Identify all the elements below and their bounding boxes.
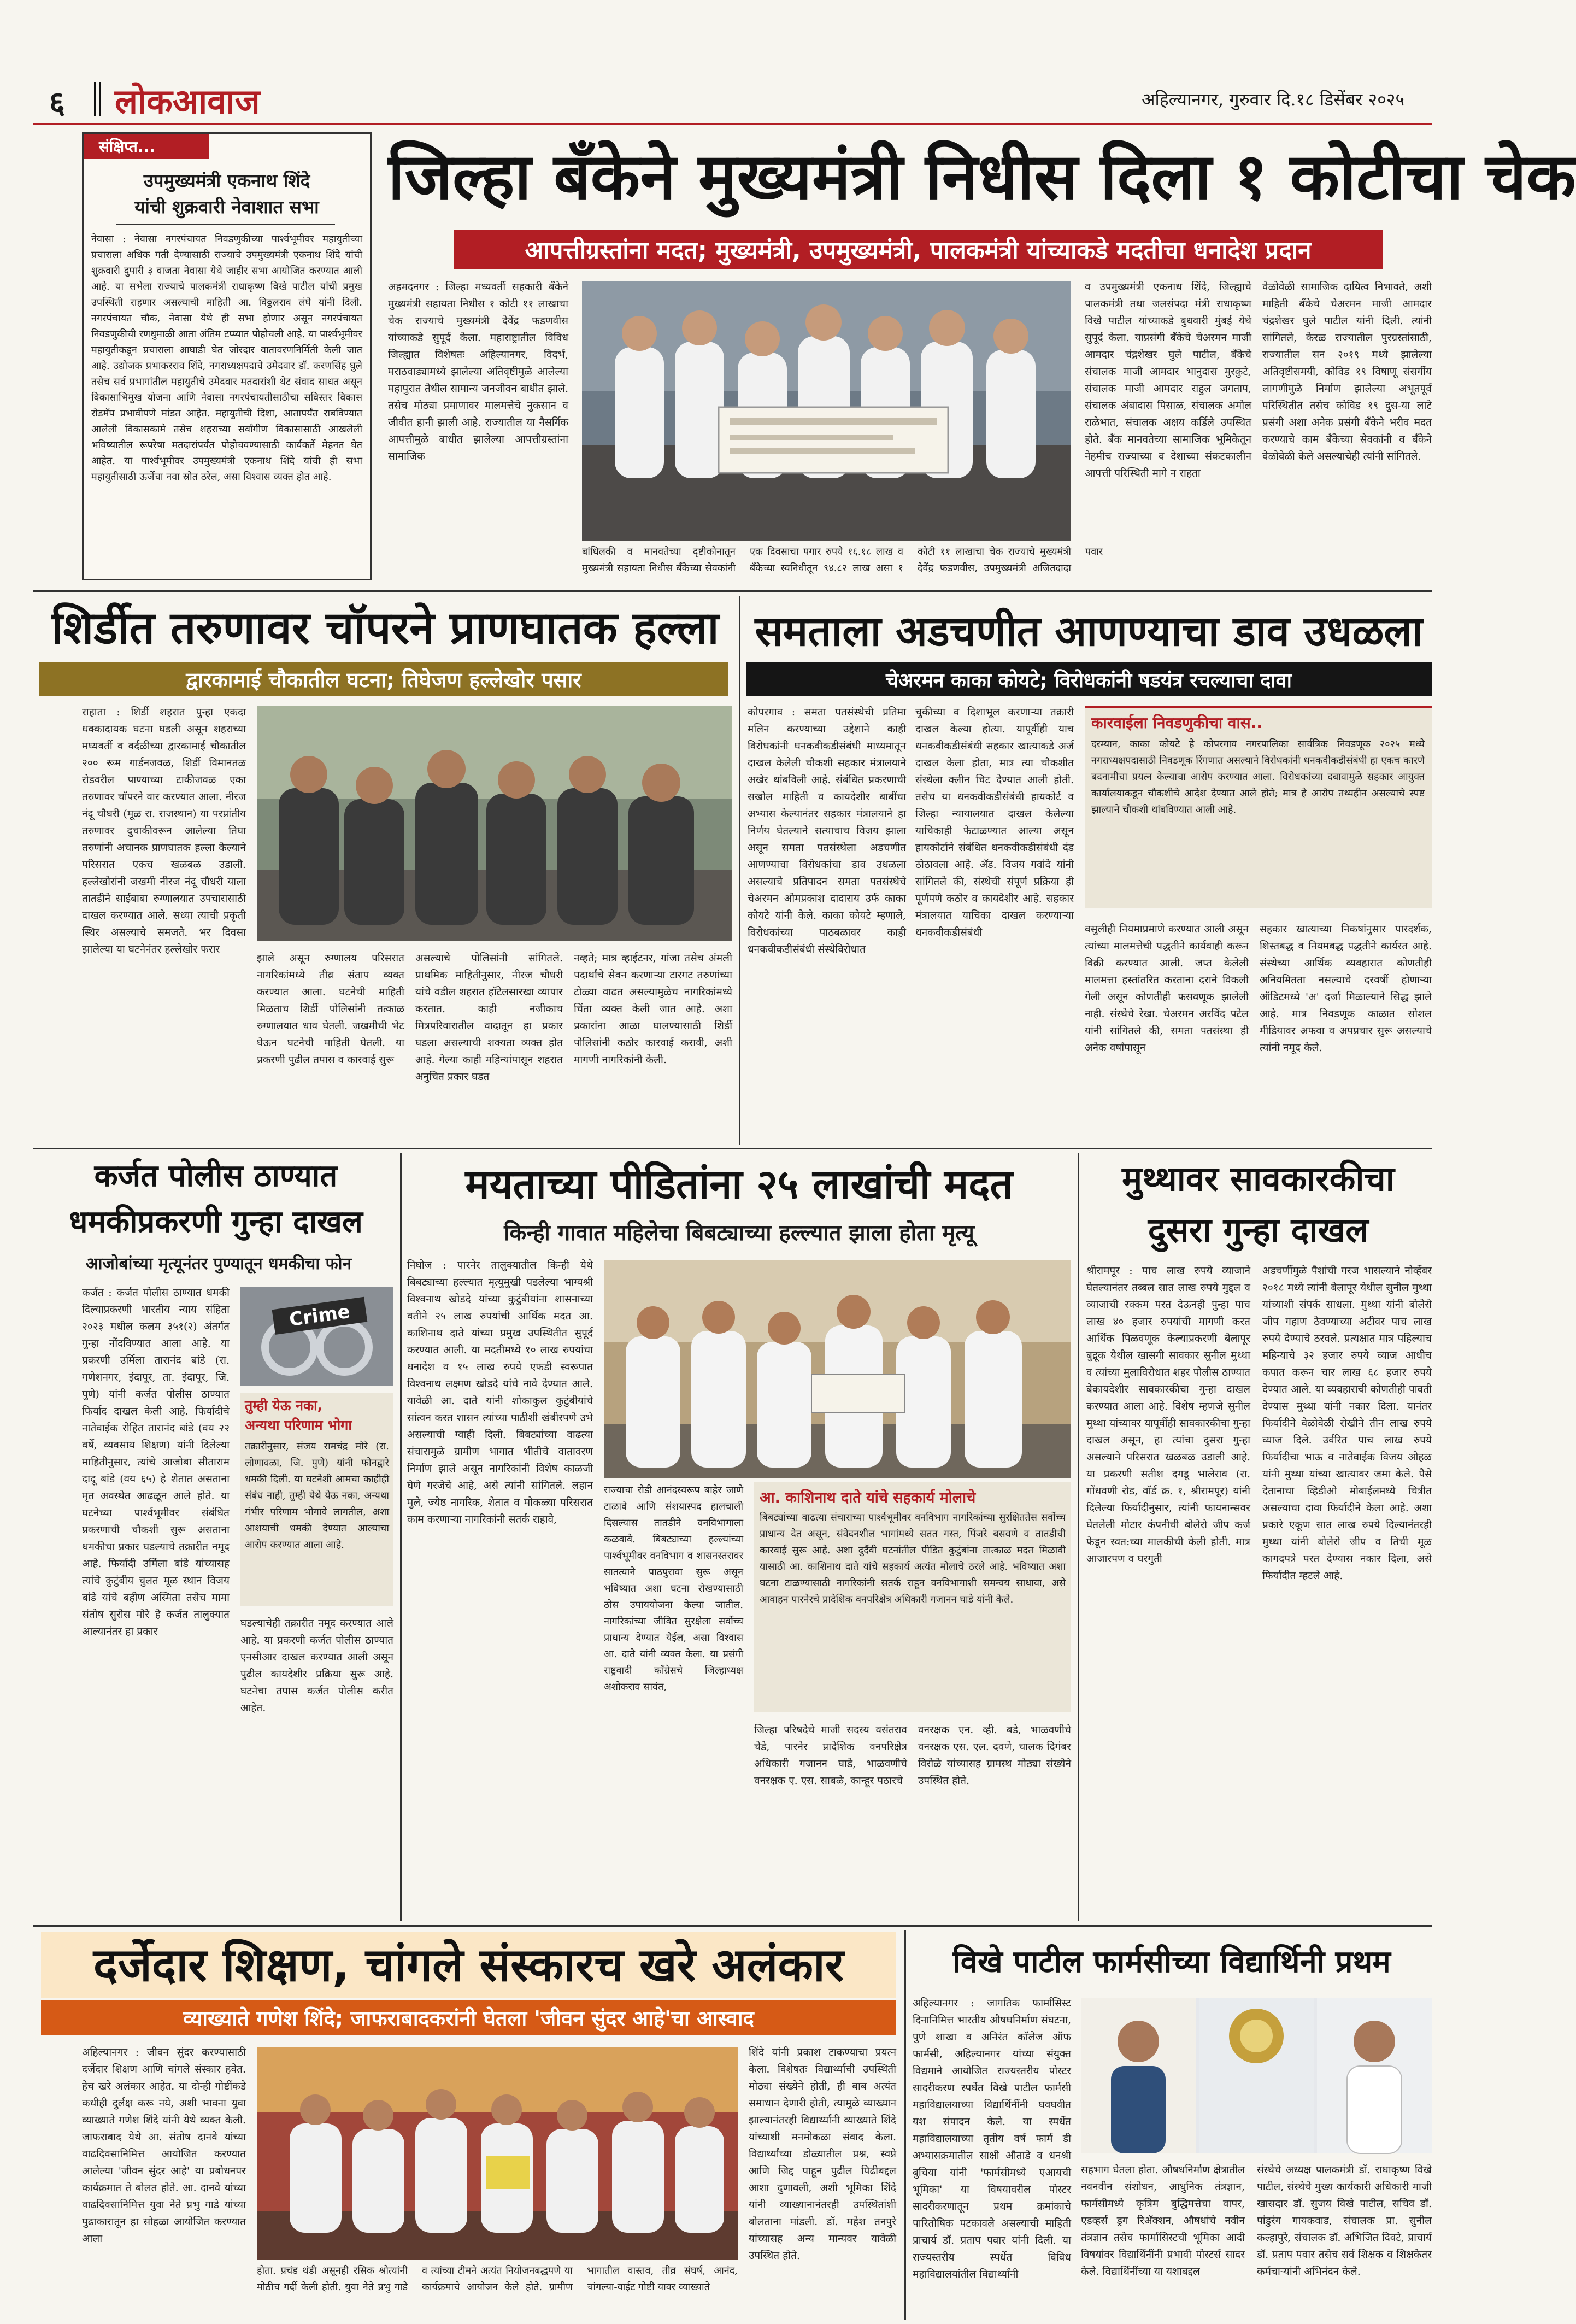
muthha-col-2: अडचणींमुळे पैशांची गरज भासल्याने नोव्हेंबर २०१८ मध्ये त्यांनी बेलापूर येथील सुनील मुथ्था यांच्याशी संपर्क साधला. मुथ्था यांनी बोलेरो जीप गहाण ठेवण्याच्या अटीवर पाच लाख रुपये देण्याचे ठरवले. प्रत्यक्षात मात्र पहिल्याच महिन्याचे ३२ हजार रुपये व्याज आधीच कपात करून चार लाख ६८ हजार रुपये देण्यात आले. या व्यवहाराची कोणतीही पावती देण्यास मुथ्था यांनी नकार दिला. यानंतर फिर्यादीने वेळोवेळी रोखीने तीन लाख रुपये व्याज दिले. उर्वरित पाच लाख रुपये फिर्यादीचा भाऊ व नातेवाईक विजय ओहळ यांनी मुथ्था यांच्या खात्यावर जमा केले. पैसे देतानाचा व्हिडीओ मोबाईलमध्ये चित्रीत असल्याचा दावा फिर्यादीने केला आहे. अशा प्रकारे एकूण सात लाख रुपये दिल्यानंतरही मुथ्था यांनी बोलेरो जीप व तिची मूळ कागदपत्रे परत देण्यास नकार दिला, असे फिर्यादीत म्हटले आहे. (1262, 1265, 1432, 1582)
lead-col-4: वेळोवेळी सामाजिक दायित्व निभावते, अशी माहिती बँकेचे चेअरमन माजी आमदार चंद्रशेखर घुले पाटील यांनी दिली. त्यांनी सांगितले, केरळ राज्यातील पुरग्रस्तांसाठी, राज्यातील सन २०१९ मध्ये झालेल्या अतिवृष्टीसमयी, कोविड १९ विषाणू संसर्गीय लागणीमुळे निर्माण झालेल्या अभूतपूर्व परिस्थितीत तसेच कोविड १९ दुस-या लाटे प्रसंगी अशा अनेक प्रसंगी बँकेने भरीव मदत करण्याचे काम बँकेच्या सेवकांनी व बँकेने वेळोवेळी केले असल्याचेही त्यांनी सांगितले. (1262, 281, 1432, 462)
mayat-photo-caption-1: राज्याचा रोडी आनंदस्वरूप बाहेर जाणे टाळावे आणि संशयास्पद हालचाली दिसल्यास तातडीने वनविभागाला कळवावे. बिबट्याच्या हल्ल्यांच्या पार्श्वभूमीवर वनविभाग व शासनस्तरावर सातत्याने पाठपुरावा सुरू असून भविष्यात अशा घटना रोखण्यासाठी ठोस उपाययोजना केल्या जातील. नागरिकांच्या जीवित सुरक्षेला सर्वोच्च प्राधान्य देण्यात येईल, असा विश्वास आ. दाते यांनी व्यक्त केला. या प्रसंगी राष्ट्रवादी काँग्रेसचे जिल्हाध्यक्ष अशोकराव सावंत, (604, 1484, 743, 1693)
crowd-photo (257, 706, 732, 941)
samata-headline: समताला अडचणीत आणण्याचा डाव उधळला (755, 607, 1423, 655)
lead-photo (582, 281, 1071, 541)
samata-col-1: कोपरगाव : समता पतसंस्थेची प्रतिमा मलिन करण्याच्या उद्देशाने काही विरोधकांनी धनकवीकडीसंबंधी माध्यमातून दाखल केलेली चौकशी सहकार मंत्रालयाने अखेर थांबविली आहे. संबंधित प्रकरणाची सखोल माहिती व कायदेशीर बाबींचा अभ्यास केल्यानंतर सहकार मंत्रालयाने हा निर्णय घेतल्याने सत्याचाच विजय झाला असून समता पतसंस्थेला अडचणीत आणण्याचा विरोधकांचा डाव उधळला असल्याचे प्रतिपादन समता पतसंस्थेचे चेअरमन ओमप्रकाश दादाराय उर्फ काका कोयटे यांनी केले. काका कोयटे म्हणाले, विरोधकांच्या पाठबळावर काही धनकवीकडीसंबंधी संस्थेविरोधात (748, 706, 906, 955)
shirdi-headline: शिर्डीत तरुणावर चॉपरने प्राणघातक हल्ला (51, 602, 719, 654)
mayat-col-1: निघोज : पारनेर तालुक्यातील किन्ही येथे बिबट्याच्या हल्ल्यात मृत्युमुखी पडलेल्या भाग्यश्री विश्वनाथ खोडदे यांच्या कुटुंबीयांना शासनाच्या वतीने २५ लाख रुपयांची आर्थिक मदत आ. काशिनाथ दाते यांच्या प्रमुख उपस्थितीत सुपूर्द करण्यात आली. या मदतीमध्ये १० लाख रुपयांचा धनादेश व १५ लाख रुपये एफडी स्वरूपात विश्वनाथ लक्ष्मण खोडदे यांचे नावे देण्यात आले. यावेळी आ. दाते यांनी शोकाकुल कुटुंबीयांचे सांत्वन करत शासन त्यांच्या पाठीशी खंबीरपणे उभे असल्याची ग्वाही दिली. बिबट्यांच्या वाढत्या संचारामुळे ग्रामीण भागात भीतीचे वातावरण निर्माण झाले असून नागरिकांनी विशेष काळजी घेणे गरजेचे आहे, असे त्यांनी सांगितले. लहान मुले, ज्येष्ठ नागरिक, शेतात व मोकळ्या परिसरात काम करणाऱ्या नागरिकांनी सतर्क राहावे, (407, 1259, 593, 1525)
darjedar-col-1: अहिल्यानगर : जीवन सुंदर करण्यासाठी दर्जेदार शिक्षण आणि चांगले संस्कार हवेत. हेच खरे अलंकार आहेत. या दोन्ही गोष्टींकडे कधीही दुर्लक्ष करू नये, अशी भावना युवा व्याख्याते गणेश शिंदे यांनी येथे व्यक्त केली. जाफराबाद येथे आ. संतोष दानवे यांच्या वाढदिवसानिमित्त आयोजित करण्यात आलेल्या 'जीवन सुंदर आहे' या प्रबोधनपर कार्यक्रमात ते बोलत होते. आ. दानवे यांच्या वाढदिवसानिमित्त युवा नेते प्रभु गाडे यांच्या पुढाकारातून हा सोहळा आयोजित करण्यात आला (82, 2046, 246, 2245)
samata-col-4: सहकार खात्याच्या निकषांनुसार पारदर्शक, शिस्तबद्ध व नियमबद्ध पद्धतीने कार्यरत आहे. संस्थेच्या आर्थिक व्यवहारात कोणतीही अनियमितता नसल्याचे दरवर्षी होणाऱ्या ऑडिटमध्ये 'अ' दर्जा मिळाल्याने सिद्ध झाले आहे. मात्र निवडणूक काळात सोशल मीडियावर अफवा व अपप्रचार सुरू असल्याचे त्यांनी नमूद केले. (1260, 923, 1432, 1054)
rule-v-bottom (904, 1930, 906, 2320)
darjedar-block (41, 1932, 896, 1998)
rule-v-karjat (400, 1153, 402, 1921)
vikhe-col-3: संस्थेचे अध्यक्ष पालकमंत्री डॉ. राधाकृष्ण विखे पाटील, संस्थेचे मुख्य कार्यकारी अधिकारी माजी खासदार डॉ. सुजय विखे पाटील, सचिव डॉ. पांडुरंग गायकवाड, संचालक प्रा. सुनील कल्हापुरे, संचालक डॉ. अभिजित दिवटे, प्राचार्य डॉ. प्रताप पवार तसेच सर्व शिक्षक व शिक्षकेतर कर्मचाऱ्यांनी अभिनंदन केले. (1257, 2164, 1432, 2278)
muthha-headline-2: दुसरा गुन्हा दाखल (1148, 1210, 1369, 1250)
rule-2 (33, 1148, 1432, 1149)
rule-v-mayat (1078, 1153, 1079, 1921)
mayat-subhead: किन्ही गावात महिलेचा बिबट्याच्या हल्ल्यात झाला होता मृत्यू (504, 1220, 974, 1246)
samata-col-2: चुकीच्या व दिशाभूल करणाऱ्या तक्रारी दाखल केल्या होत्या. यापूर्वीही याच धनकवीकडीसंबंधी सहकार खात्याकडे अर्ज दाखल केला होता, मात्र त्या चौकशीत संस्थेला क्लीन चिट देण्यात आली होती. तसेच या धनकवीकडीसंबंधी हायकोर्ट व जिल्हा न्यायालयात दाखल केलेल्या याचिकाही फेटाळण्यात आल्या असून हायकोर्टाने संबंधित धनकवीकडीसंबंधी दंड ठोठावला आहे. अ‍ॅड. विजय गवांदे यांनी सांगितले की, संस्थेची संपूर्ण प्रक्रिया ही पूर्णपणे कठोर व कायदेशीर आहे. सहकार मंत्रालयात याचिका दाखल करण्याऱ्या धनकवीकडीसंबंधी (915, 706, 1074, 938)
karjat-subhead: आजोबांच्या मृत्यूनंतर पुण्यातून धमकीचा फोन (85, 1254, 352, 1273)
sankshipt-title-2: यांची शुक्रवारी नेवाशात सभा (134, 196, 319, 218)
darjedar-headline: दर्जेदार शिक्षण, चांगले संस्कारच खरे अलंकार (93, 1938, 844, 1992)
mayat-headline: मयताच्या पीडितांना २५ लाखांची मदत (465, 1161, 1013, 1208)
karjat-headline-2: धमकीप्रकरणी गुन्हा दाखल (69, 1204, 363, 1240)
lecture-event-photo (257, 2047, 738, 2260)
karjat-col-2: घडल्याचेही तक्रारीत नमूद करण्यात आले आहे. या प्रकरणी कर्जत पोलीस ठाण्यात एनसीआर दाखल करण्यात आली असून पुढील कायदेशीर प्रक्रिया सुरू आहे. घटनेचा तपास कर्जत पोलीस करीत आहेत. (240, 1617, 393, 1714)
vikhe-headline: विखे पाटील फार्मसीच्या विद्यार्थिनी प्रथम (952, 1944, 1391, 1980)
masthead (33, 82, 1432, 120)
page-number: ६ (49, 85, 66, 121)
handcuff-photo (240, 1287, 393, 1386)
shirdi-subhead: द्वारकामाई चौकातील घटना; तिघेजण हल्लेखोर पसार (39, 662, 728, 696)
aid-handover-photo (604, 1260, 1071, 1478)
vikhe-col-2: सहभाग घेतला होता. औषधनिर्माण क्षेत्रातील नवनवीन संशोधन, आधुनिक तंत्रज्ञान, फार्मसीमध्ये कृत्रिम बुद्धिमत्तेचा वापर, एडव्हर्स ड्रग रिअ‍ॅक्शन, औषधांचे नवीन तंत्रज्ञान तसेच फार्मासिस्टची भूमिका आदी विषयांवर विद्यार्थिनींनी प्रभावी पोस्टर्स सादर केले. विद्यार्थिनींच्या या यशाबद्दल (1081, 2164, 1245, 2278)
samata-box (1085, 706, 1432, 908)
lead-subhead: आपत्तीग्रस्तांना मदत; मुख्यमंत्री, उपमुख्यमंत्री, पालकमंत्री यांच्याकडे मदतीचा धनादेश प्रदान (454, 230, 1383, 269)
sankshipt-body: नेवासा : नेवासा नगरपंचायत निवडणुकीच्या पार्श्वभूमीवर महायुतीच्या प्रचाराला अधिक गती देण्यासाठी राज्याचे उपमुख्यमंत्री एकनाथ शिंदे यांची शुक्रवारी दुपारी ३ वाजता नेवासा येथे जाहीर सभा आयोजित करण्यात आली आहे. या सभेला राज्याचे पालकमंत्री राधाकृष्ण विखे पाटील यांची प्रमुख उपस्थिती राहणार असल्याची माहिती आ. विठ्ठलराव लंघे यांनी दिली. नगरपंचायत चौक, नेवासा येथे ही सभा होणार असून नगरपंचायत निवडणुकीची रणधुमाळी आता अंतिम टप्प्यात पोहोचली आहे. या पार्श्वभूमीवर महायुतीकडून प्रचाराला आघाडी घेत जोरदार वातावरणनिर्मिती केली जात आहे. उद्योजक प्रभाकरराव शिंदे, नगराध्यक्षपदाचे उमेदवार डॉ. करणसिंह घुले तसेच सर्व प्रभागांतील महायुतीचे उमेदवार मतदारांशी थेट संवाद साधत असून विकासाभिमुख योजना आणि नेवासा नगरपंचायतीसाठीचा सविस्तर विकास रोडमॅप प्रभावीपणे मांडत आहेत. महायुतीची दिशा, आतापर्यंत राबविण्यात आलेली विकासकामे तसेच शहराच्या सर्वांगीण विकासासाठी आखलेली भविष्यातील रूपरेषा मतदारांपर्यंत पोहोचवण्यासाठी कार्यकर्ते मेहनत घेत आहेत. या पार्श्वभूमीवर उपमुख्यमंत्री एकनाथ शिंदे यांची ही सभा महायुतीसाठी ऊर्जेचा नवा स्रोत ठरेल, असा विश्वास व्यक्त होत आहे. (91, 233, 362, 483)
muthha-headline-1: मुथ्थावर सावकारकीचा (1122, 1159, 1395, 1199)
dateline: अहिल्यानगर, गुरुवार दि.१८ डिसेंबर २०२५ (1142, 89, 1404, 110)
masthead-divider (94, 82, 101, 116)
sankshipt-label: संक्षिप्त... (84, 134, 209, 159)
shirdi-col-2: झाले असून रुग्णालय परिसरात नागरिकांमध्ये तीव्र संताप व्यक्त करण्यात आला. घटनेची माहिती मिळताच शिर्डी पोलिसांनी तत्काळ रुग्णालयात धाव घेतली. जखमीची भेट घेऊन घटनेची माहिती घेतली. या प्रकरणी पुढील तपास व कारवाई सुरू (257, 952, 404, 1066)
karjat-headline-1: कर्जत पोलीस ठाण्यात (94, 1158, 338, 1194)
rule-1 (33, 590, 1432, 592)
mayat-col-4: वनरक्षक एन. व्ही. बडे, भाळवणीचे वनरक्षक एस. एल. दवणे, चालक दिगंबर विरोळे यांच्यासह ग्रामस्थ मोठ्या संख्येने उपस्थित होते. (918, 1724, 1071, 1787)
sankshipt-box (82, 132, 372, 580)
lead-photo-caption: बांधिलकी व मानवतेच्या दृष्टीकोनातून मुख्यमंत्री सहायता निधीस बँकेच्या सेवकांनी एक दिवसाचा पगार रुपये १६.१८ लाख व बँकेच्या स्वनिधीतून ९४.८२ लाख असा १ कोटी ११ लाखाचा चेक राज्याचे मुख्यमंत्री देवेंद्र फडणवीस, उपमुख्यमंत्री अजितदादा पवार (582, 546, 1103, 574)
sankshipt-rule (116, 224, 335, 225)
muthha-col-1: श्रीरामपूर : पाच लाख रुपये व्याजाने घेतल्यानंतर तब्बल सात लाख रुपये मुद्दल व व्याजाची रक्कम परत देऊनही पुन्हा पाच लाख ४० हजार रुपयांची मागणी करत आर्थिक पिळवणूक केल्याप्रकरणी बेलापूर बुद्रूक येथील खासगी सावकार सुनील मुथ्था व त्यांच्या मुलाविरोधात शहर पोलीस ठाण्यात बेकायदेशीर सावकारकीचा गुन्हा दाखल करण्यात आला आहे. विशेष म्हणजे सुनील मुथ्था यांच्यावर यापूर्वीही सावकारकीचा गुन्हा दाखल असून, हा त्यांचा दुसरा गुन्हा असल्याने परिसरात खळबळ उडाली आहे. या प्रकरणी सतीश दगडू भालेराव (रा. गोंधवणी रोड, वॉर्ड क्र. १, श्रीरामपूर) यांनी दिलेल्या फिर्यादीनुसार, त्यांनी फायनान्सवर घेतलेली मोटार कंपनीची बोलेरो जीप कर्ज फेडून स्वत:च्या मालकीची केली होती. मात्र आजारपण व घरगुती (1086, 1265, 1250, 1565)
lead-col-1: अहमदनगर : जिल्हा मध्यवर्ती सहकारी बँकेने मुख्यमंत्री सहायता निधीस १ कोटी ११ लाखाचा चेक राज्याचे मुख्यमंत्री देवेंद्र फडणवीस यांच्याकडे सुपूर्द केला. महाराष्ट्रातील विविध जिल्ह्यात विशेषतः अहिल्यानगर, विदर्भ, मराठवाड्यामध्ये झालेल्या अतिवृष्टीमुळे आलेल्या महापुरात तेथील सामान्य जनजीवन बाधीत झाले. तसेच मोठ्या प्रमाणावर मालमत्तेचे नुकसान व जीवीत हानी झाली आहे. राज्यातील या नैसर्गिक आपत्तीमुळे बाधीत झालेल्या आपत्तीग्रस्तांना सामाजिक (388, 281, 568, 462)
mayat-photo (604, 1260, 1071, 1478)
karjat-box (240, 1393, 393, 1606)
mayat-box-title: आ. काशिनाथ दाते यांचे सहकार्य मोलाचे (760, 1489, 976, 1506)
shirdi-col-1: राहाता : शिर्डी शहरात पुन्हा एकदा धक्कादायक घटना घडली असून शहराच्या मध्यवर्ती व वर्दळीच्या द्वारकामाई चौकातील २०० रूम गार्डनजवळ, शिर्डी विमानतळ रोडवरील पाण्याच्या टाकीजवळ एका तरुणावर चॉपरने वार करण्यात आला. नीरज नंदू चौधरी (मूळ रा. राजस्थान) या परप्रांतीय तरुणावर दुचाकीवरून आलेल्या तिघा तरुणांनी अचानक प्राणघातक हल्ला केल्याने परिसरात एकच खळबळ उडाली. हल्लेखोरांनी जखमी नीरज नंदू चौधरी याला तातडीने साईबाबा रुग्णालयात उपचारासाठी दाखल करण्यात आले. सध्या त्याची प्रकृती स्थिर असल्याचे समजते. भर दिवसा झालेल्या या घटनेनंतर हल्लेखोर फरार (82, 706, 246, 955)
shirdi-photo (257, 706, 732, 941)
vikhe-col-1: अहिल्यानगर : जागतिक फार्मासिस्ट दिनानिमित्त भारतीय औषधनिर्माण संघटना, पुणे शाखा व अनिरंत कॉलेज ऑफ फार्मसी, अहिल्यानगर यांच्या संयुक्त विद्यमाने आयोजित राज्यस्तरीय पोस्टर सादरीकरण स्पर्धेत विखे पाटील फार्मसी महाविद्यालयाच्या विद्यार्थिनींनी घवघवीत यश संपादन केले. या स्पर्धेत महाविद्यालयाच्या तृतीय वर्ष फार्म डी अभ्यासक्रमातील साक्षी औताडे व धनश्री बुचिया यांनी 'फार्मसीमध्ये एआयची भूमिका' या विषयावरील पोस्टर सादरीकरणातून प्रथम क्रमांकाचे पारितोषिक पटकावले असल्याची माहिती प्राचार्य डॉ. प्रताप पवार यांनी दिली. या राज्यस्तरीय स्पर्धेत विविध महाविद्यालयांतील विद्यार्थ्यांनी (913, 1997, 1071, 2280)
paper-logo: लोकआवाज (115, 81, 260, 121)
samata-subhead: चेअरमन काका कोयटे; विरोधकांनी षडयंत्र रचल्याचा दावा (746, 662, 1432, 696)
karjat-box-title-1: तुम्ही येऊ नका, (245, 1398, 323, 1413)
lead-col-3: व उपमुख्यमंत्री एकनाथ शिंदे, जिल्ह्याचे पालकमंत्री तथा जलसंपदा मंत्री राधाकृष्ण विखे पाटील यांच्याकडे बुधवारी मुंबई येथे सुपूर्द केला. याप्रसंगी बँकेचे चेअरमन माजी आमदार चंद्रशेखर घुले पाटील, बँकेचे संचालक माजी आमदार भानुदास मुरकुटे, संचालक माजी आमदार राहुल जगताप, संचालक अंबादास पिसाळ, संचालक अमोल राळेभात, संचालक अक्षय कर्डिले उपस्थित होते. बँक मानवतेच्या सामाजिक भूमिकेतून नेहमीच राज्याच्या व देशाच्या संकटकालीन आपत्ती परिस्थिती मागे न राहता (1085, 281, 1251, 479)
karjat-photo (240, 1287, 393, 1386)
darjedar-col-3: शिंदे यांनी प्रकाश टाकण्याचा प्रयत्न केला. विशेषतः विद्यार्थ्यांची उपस्थिती मोठ्या संख्येने होती, ही बाब अत्यंत समाधान देणारी होती, त्यामुळे व्याख्यान झाल्यानंतरही विद्यार्थ्यांनी व्याख्याते शिंदे यांच्याशी मनमोकळा संवाद केला. विद्यार्थ्यांच्या डोळ्यातील प्रश्न, स्वप्ने आणि जिद्द पाहून पुढील पिढीबद्दल आशा दुणावली, अशी भूमिका शिंदे यांनी व्याख्यानानंतरही उपस्थितांशी बोलताना मांडली. डॉ. महेश तनपुरे यांच्यासह अन्य मान्यवर यावेळी उपस्थित होते. (749, 2046, 896, 2262)
samata-box-body: दरम्यान, काका कोयटे हे कोपरगाव नगरपालिका सार्वत्रिक निवडणूक २०२५ मध्ये नगराध्यक्षपदासाठी निवडणूक रिंगणात असल्याने विरोधकांनी धनकवीकडीसंबंधी हा एकच कारणे बदनामीचा प्रयत्न केल्याचा आरोप करण्यात आला. विरोधकांच्या दबावामुळे सहकार आयुक्त कार्यालयाकडून चौकशीचे आदेश देण्यात आले होते; मात्र हे आरोप तथ्यहीन असल्याचे स्पष्ट झाल्याने चौकशी थांबविण्यात आली आहे. (1091, 738, 1425, 815)
vikhe-photo (1081, 1998, 1432, 2153)
rule-3 (33, 1925, 1432, 1927)
cheque-handover-photo (582, 281, 1071, 541)
karjat-box-title-2: अन्यथा परिणाम भोगा (245, 1417, 352, 1433)
mayat-box (754, 1482, 1071, 1712)
shirdi-col-3: असल्याचे पोलिसांनी सांगितले. प्राथमिक माहितीनुसार, नीरज चौधरी यांचे वडील शहरात हॉटेलसारखा व्यापार करतात. काही नजीकाच मित्रपरिवारातील वादातून हा प्रकार घडला असल्याची शक्यता व्यक्त होत आहे. गेल्या काही महिन्यांपासून शहरात अनुचित प्रकार घडत (415, 952, 563, 1083)
karjat-col-1: कर्जत : कर्जत पोलीस ठाण्यात धमकी दिल्याप्रकरणी भारतीय न्याय संहिता २०२३ मधील कलम ३५१(२) अंतर्गत गुन्हा नोंदविण्यात आला आहे. या प्रकरणी उर्मिला तारानंद बांडे (रा. गणेशनगर, इंदापूर, ता. इंदापूर, जि. पुणे) यांनी कर्जत पोलीस ठाण्यात फिर्याद दाखल केली आहे. फिर्यादीचे नातेवाईक रोहित तारानंद बांडे (वय २२ वर्षे, व्यवसाय शिक्षण) यांनी दिलेल्या माहितीनुसार, त्यांचे आजोबा सीताराम दादू बांडे (वय ६५) हे शेतात असताना मृत अवस्थेत आढळून आले होते. या घटनेच्या पार्श्वभूमीवर संबंधित प्रकरणाची चौकशी सुरू असताना धमकीचा प्रकार घडल्याचे तक्रारीत नमूद आहे. फिर्यादी उर्मिला बांडे यांच्यासह त्यांचे कुटुंबीय चुलत मूळ स्थान विजय बांडे यांचे बहीण अस्मिता तसेच मामा संतोष सुरोस मोरे हे कर्जत तालुक्यात आल्यानंतर हा प्रकार (82, 1287, 230, 1638)
samata-col-3: वसुलीही नियमाप्रमाणे करण्यात आली असून त्यांच्या मालमत्तेची पद्धतीने कार्यवाही करून विक्री करण्यात आली. जप्त केलेली मालमत्ता हस्तांतरित करताना दराने विकली गेली असून कोणतीही फसवणूक झालेली नाही. संस्थेचे रेखा. चेअरमन अरविंद पटेल यांनी सांगितले की, समता पतसंस्था ही अनेक वर्षांपासून (1085, 923, 1249, 1054)
rule-v-mid (739, 596, 740, 1145)
masthead-rule (33, 123, 1432, 125)
shirdi-col-4: नव्हते; मात्र व्हाईटनर, गांजा तसेच अंमली पदार्थांचे सेवन करणाऱ्या टारगट तरुणांच्या टोळ्या वाढत असल्यामुळेच नागरिकांमध्ये चिंता व्यक्त केली जात आहे. अशा प्रकारांना आळा घालण्यासाठी शिर्डी पोलिसांनी कठोर कारवाई करावी, अशी मागणी नागरिकांनी केली. (574, 952, 732, 1066)
karjat-box-body: तक्रारीनुसार, संजय रामचंद्र मोरे (रा. लोणावळा, जि. पुणे) यांनी फोनद्वारे धमकी दिली. या घटनेशी आमचा काहीही संबंध नाही, तुम्ही येथे येऊ नका, अन्यथा गंभीर परिणाम भोगावे लागतील, अशा आशयाची धमकी देण्यात आल्याचा आरोप करण्यात आला आहे. (245, 1441, 389, 1551)
sankshipt-title-1: उपमुख्यमंत्री एकनाथ शिंदे (143, 170, 310, 191)
darjedar-photo-caption: होता. प्रचंड थंडी असूनही रसिक श्रोत्यांनी मोठीच गर्दी केली होती. युवा नेते प्रभु गाडे व त्यांच्या टीमने अत्यंत नियोजनबद्धपणे या कार्यक्रमाचे आयोजन केले होते. ग्रामीण भागातील वास्तव, तीव्र संघर्ष, आनंद, चांगल्या-वाईट गोष्टी यावर व्याख्याते (257, 2265, 738, 2293)
crime-label: Crime (287, 1300, 352, 1331)
darjedar-subhead: व्याख्याते गणेश शिंदे; जाफराबादकरांनी घेतला 'जीवन सुंदर आहे'चा आस्वाद (41, 2000, 896, 2035)
award-students-photo (1081, 1998, 1432, 2153)
lead-headline: जिल्हा बँकेने मुख्यमंत्री निधीस दिला १ कोटीचा चेक (388, 139, 1576, 214)
darjedar-photo (257, 2047, 738, 2260)
mayat-col-3: जिल्हा परिषदेचे माजी सदस्य वसंतराव चेडे, पारनेर प्रादेशिक वनपरिक्षेत्र अधिकारी गजानन घाडे, भाळवणीचे वनरक्षक ए. एस. साबळे, कान्हूर पठारचे (754, 1724, 907, 1787)
samata-box-title: कारवाईला निवडणुकीचा वास.. (1091, 714, 1262, 732)
mayat-box-body: बिबट्यांच्या वाढत्या संचाराच्या पार्श्वभूमीवर वनविभाग नागरिकांच्या सुरक्षिततेस सर्वोच्च प्राधान्य देत असून, संवेदनशील भागांमध्ये सतत गस्त, पिंजरे बसवणे व तातडीची कारवाई सुरू आहे. अशा दुर्दैवी घटनांतील पीडित कुटुंबांना तात्काळ मदत मिळावी यासाठी आ. काशिनाथ दाते यांचे सहकार्य अत्यंत मोलाचे ठरले आहे. भविष्यात अशा घटना टाळण्यासाठी नागरिकांनी सतर्क राहून वनविभागाशी समन्वय साधावा, असे आवाहन पारनेरचे प्रादेशिक वनपरिक्षेत्र अधिकारी गजानन घाडे यांनी केले. (760, 1512, 1066, 1605)
